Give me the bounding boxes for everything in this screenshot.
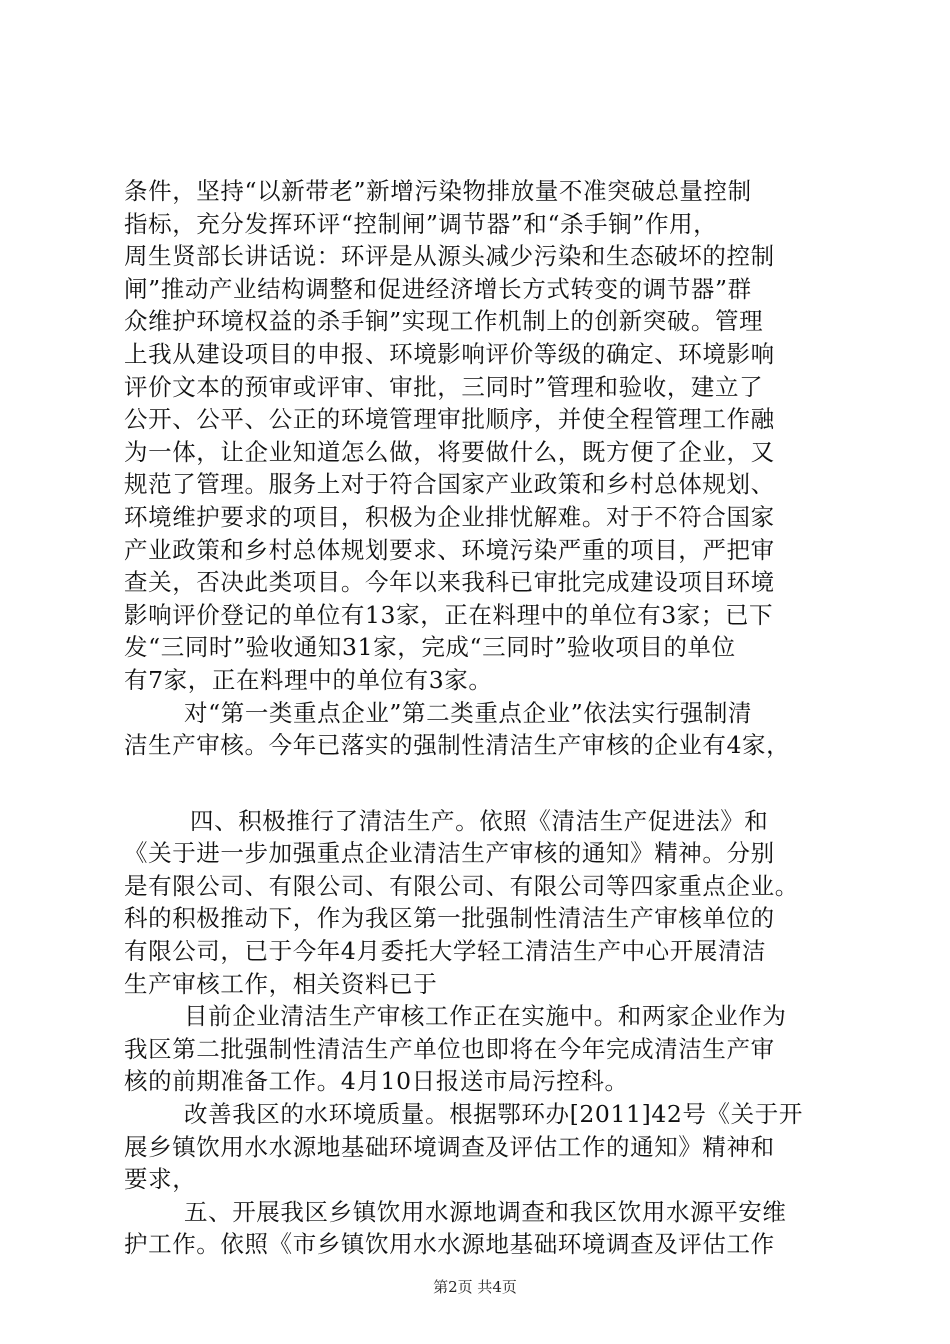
text-line: 环境维护要求的项目，积极为企业排忧解难。对于不符合国家 — [124, 502, 775, 531]
text-line: 要求， — [124, 1165, 197, 1194]
text-line: 影响评价登记的单位有13家，正在料理中的单位有3家；已下 — [124, 600, 774, 629]
text-line: 为一体，让企业知道怎么做，将要做什么，既方便了企业，又 — [124, 437, 775, 466]
text-line: 展乡镇饮用水水源地基础环境调查及评估工作的通知》精神和 — [124, 1132, 775, 1161]
text-line: 核的前期准备工作。4月10日报送市局污控科。 — [124, 1067, 629, 1096]
text-line: 有7家，正在料理中的单位有3家。 — [124, 665, 493, 694]
text-line: 产业政策和乡村总体规划要求、环境污染严重的项目，严把审 — [124, 535, 775, 564]
text-line: 目前企业清洁生产审核工作正在实施中。和两家企业作为 — [184, 1002, 787, 1031]
text-line: 查关，否决此类项目。今年以来我科已审批完成建设项目环境 — [124, 568, 775, 597]
text-line: 公开、公平、公正的环境管理审批顺序，并使全程管理工作融 — [124, 405, 775, 434]
text-line: 有限公司，已于今年4月委托大学轻工清洁生产中心开展清洁 — [124, 937, 767, 966]
text-line: 闸”推动产业结构调整和促进经济增长方式转变的调节器”群 — [124, 274, 752, 303]
text-line: 周生贤部长讲话说：环评是从源头减少污染和生态破坏的控制 — [124, 242, 775, 271]
text-line: 发“三同时”验收通知31家，完成“三同时”验收项目的单位 — [124, 633, 736, 662]
text-line: 护工作。依照《市乡镇饮用水水源地基础环境调查及评估工作 — [124, 1230, 775, 1259]
text-line: 条件，坚持“以新带老”新增污染物排放量不准突破总量控制 — [124, 177, 752, 205]
text-line: 上我从建设项目的申报、环境影响评价等级的确定、环境影响 — [124, 339, 775, 368]
text-line: 洁生产审核。今年已落实的强制性清洁生产审核的企业有4家， — [124, 731, 791, 760]
text-line: 生产审核工作，相关资料已于 — [124, 969, 438, 998]
section-heading-line: 四、积极推行了清洁生产。依照《清洁生产促进法》和 — [190, 806, 769, 835]
text-line: 规范了管理。服务上对于符合国家产业政策和乡村总体规划、 — [124, 470, 775, 499]
text-line: 评价文本的预审或评审、审批，三同时”管理和验收，建立了 — [124, 372, 764, 401]
page-number-footer: 第2页 共4页 — [433, 1278, 517, 1296]
text-line: 是有限公司、有限公司、有限公司、有限公司等四家重点企业。 — [124, 871, 799, 900]
text-line: 改善我区的水环境质量。根据鄂环办[2011]42号《关于开 — [184, 1100, 803, 1129]
text-line: 众维护环境权益的杀手锏”实现工作机制上的创新突破。管理 — [124, 307, 764, 336]
section-heading-line: 五、开展我区乡镇饮用水源地调查和我区饮用水源平安维 — [184, 1197, 787, 1226]
text-line: 指标，充分发挥环评“控制闸”调节器”和“杀手锏”作用， — [124, 209, 718, 238]
text-line: 我区第二批强制性清洁生产单位也即将在今年完成清洁生产审 — [124, 1034, 775, 1063]
text-line: 对“第一类重点企业”第二类重点企业”依法实行强制清 — [184, 698, 753, 727]
paragraph-gap — [124, 762, 844, 805]
text-line: 《关于进一步加强重点企业清洁生产审核的通知》精神。分别 — [124, 839, 775, 868]
text-line: 科的积极推动下，作为我区第一批强制性清洁生产审核单位的 — [124, 904, 775, 933]
document-body — [124, 175, 844, 1261]
